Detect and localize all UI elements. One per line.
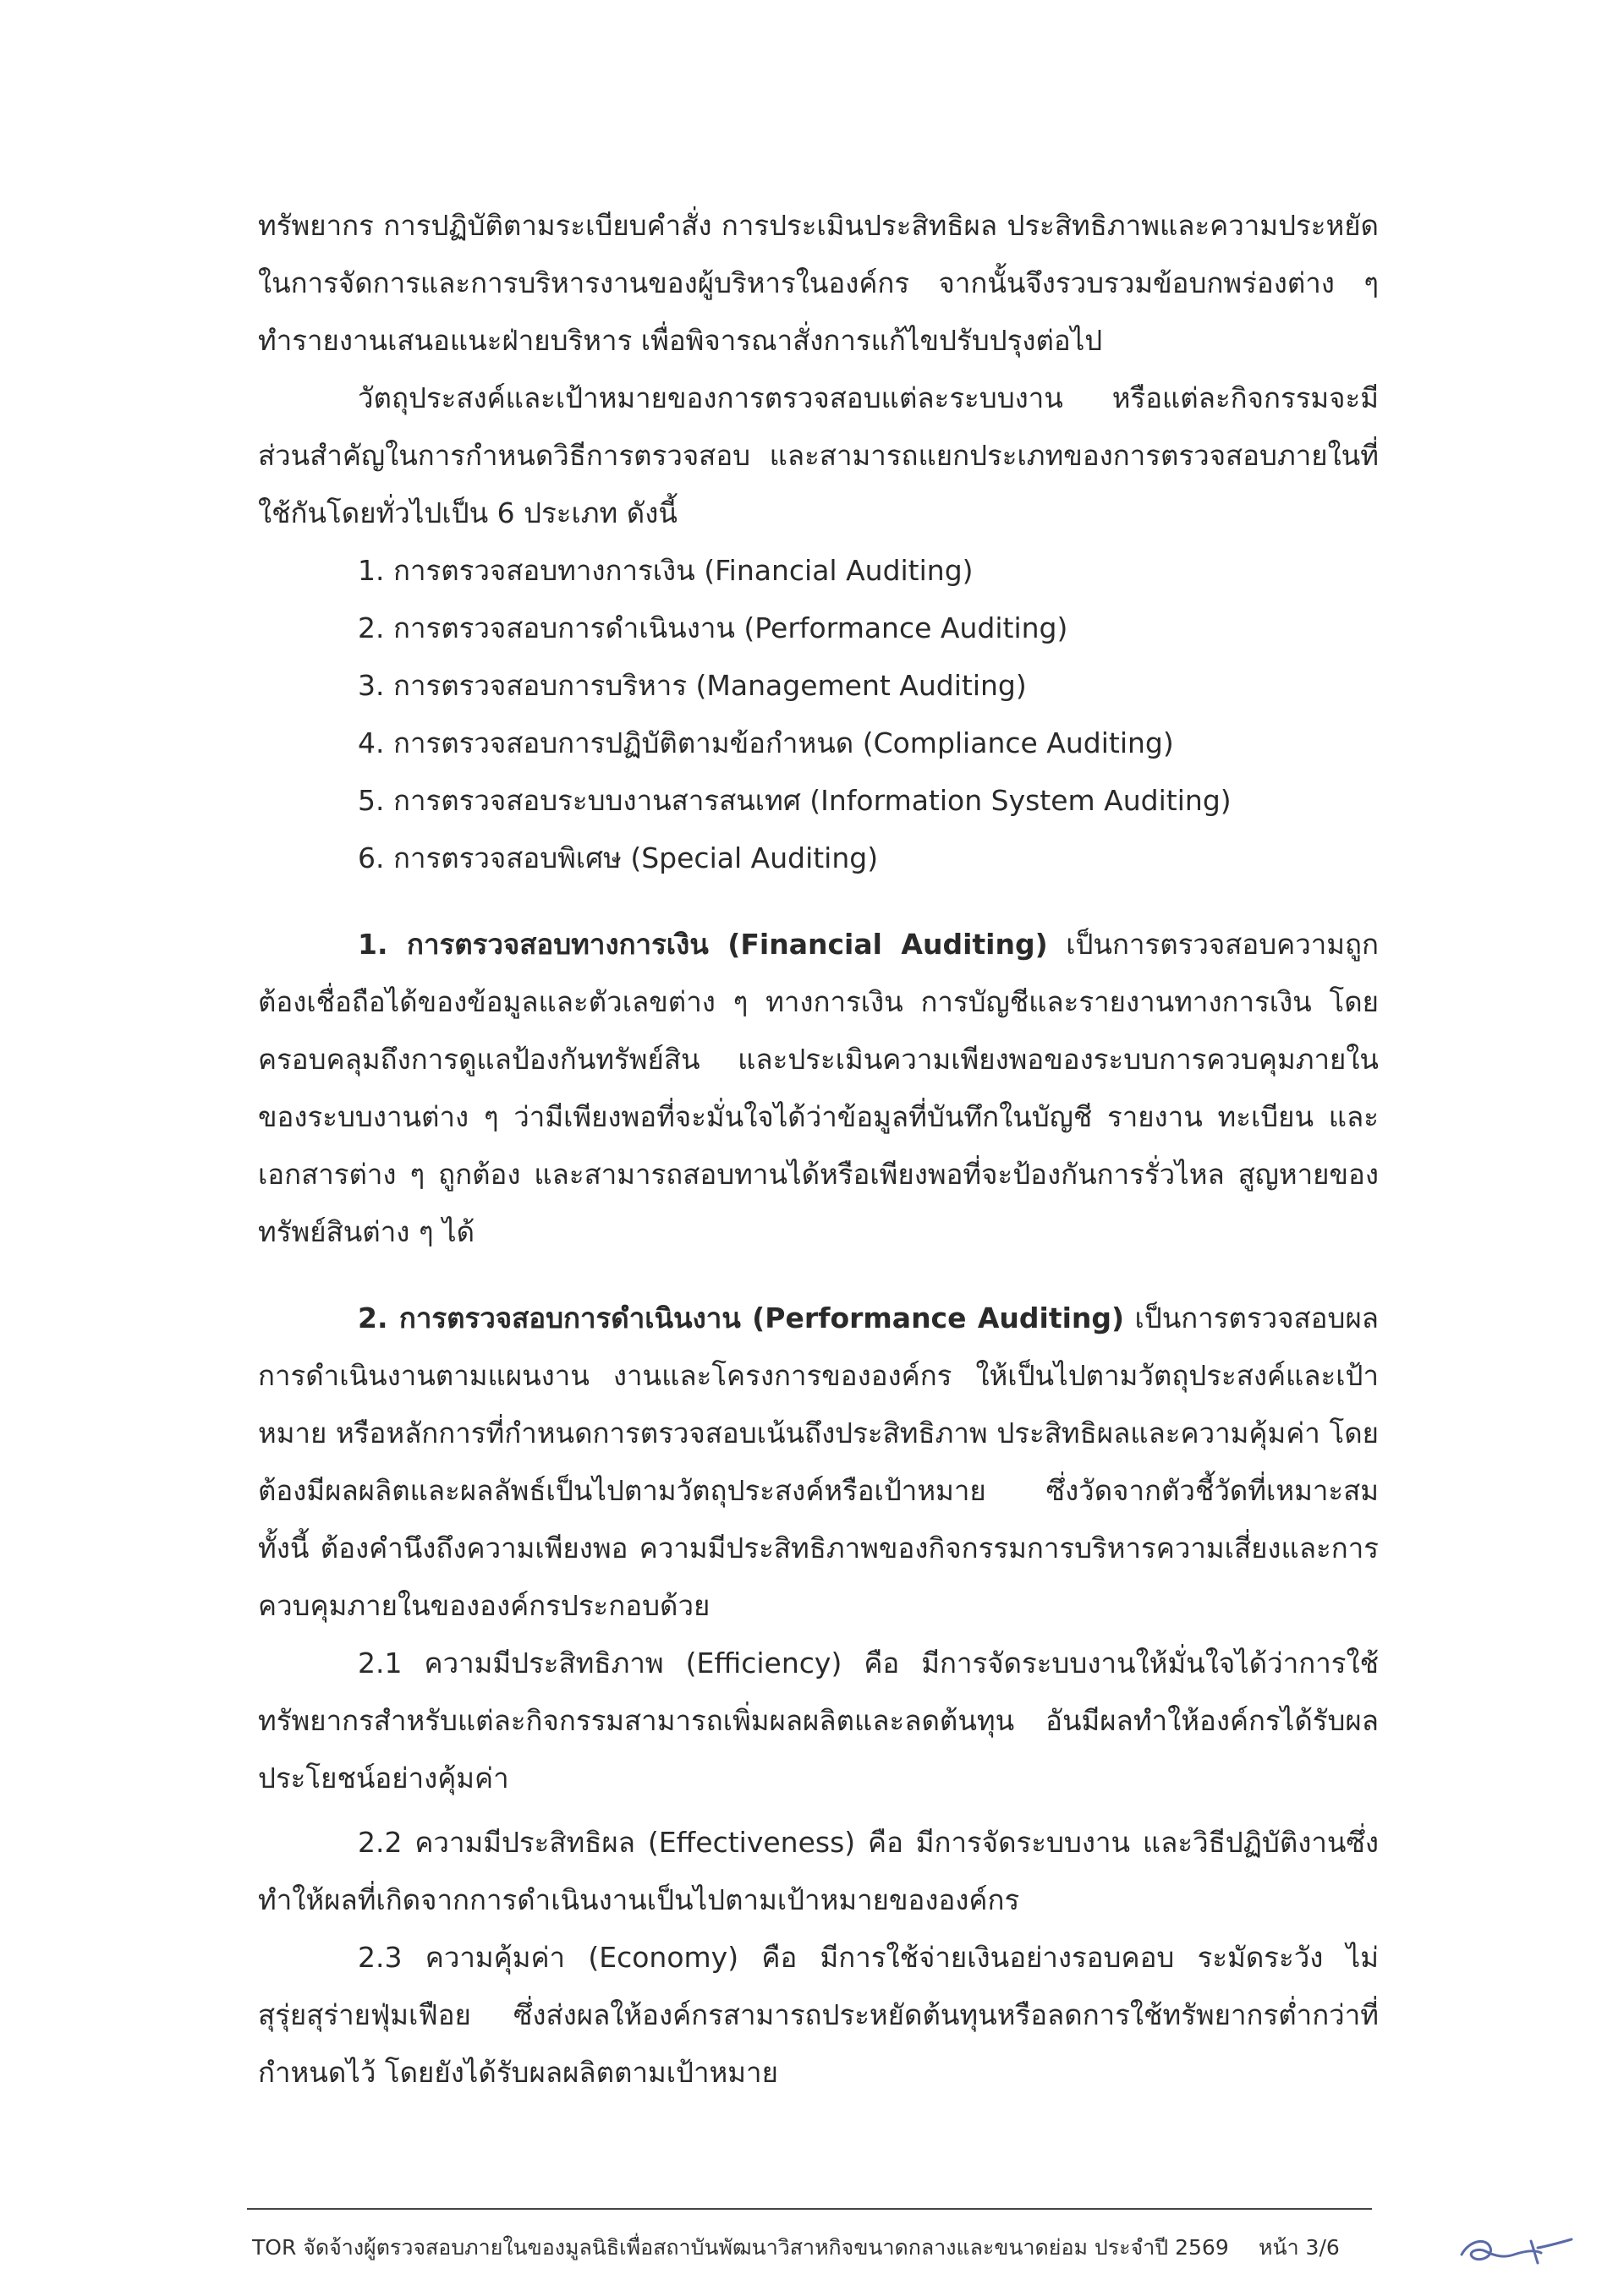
subsection-efficiency: 2.1 ความมีประสิทธิภาพ (Efficiency) คือ มีการจัดระบบงานให้มั่นใจได้ว่าการใช้ทรัพยากรสำหรับแต่ละกิจกรรมสามารถเพิ่มผลผลิตและลดต้นทุน อันมีผลทำให้องค์กรได้รับผลประโยชน์อย่างคุ้มค่า [258, 1647, 1379, 1795]
section-heading: 1. การตรวจสอบทางการเงิน (Financial Auditing) [358, 928, 1048, 961]
section-performance-auditing [258, 1290, 1379, 1635]
document-body [258, 197, 1379, 2101]
list-item: 6. การตรวจสอบพิเศษ (Special Auditing) [358, 841, 879, 874]
page-number: หน้า 3/6 [1259, 2235, 1340, 2260]
list-item: 4. การตรวจสอบการปฏิบัติตามข้อกำหนด (Compliance Auditing) [358, 726, 1174, 759]
intro-paragraph-1: ทรัพยากร การปฏิบัติตามระเบียบคำสั่ง การประเมินประสิทธิผล ประสิทธิภาพและความประหยัดในการจัดการและการบริหารงานของผู้บริหารในองค์กร จากนั้นจึงรวบรวมข้อบกพร่องต่าง ๆ ทำรายงานเสนอแนะฝ่ายบริหาร เพื่อพิจารณาสั่งการแก้ไขปรับปรุงต่อไป [258, 209, 1379, 357]
intro-paragraph-2: วัตถุประสงค์และเป้าหมายของการตรวจสอบแต่ละระบบงาน หรือแต่ละกิจกรรมจะมีส่วนสำคัญในการกำหนดวิธีการตรวจสอบ และสามารถแยกประเภทของการตรวจสอบภายในที่ใช้กันโดยทั่วไปเป็น 6 ประเภท ดังนี้ [258, 381, 1379, 529]
section-body: เป็นการตรวจสอบความถูกต้องเชื่อถือได้ของข้อมูลและตัวเลขต่าง ๆ ทางการเงิน การบัญชีและรายงานทางการเงิน โดยครอบคลุมถึงการดูแลป้องกันทรัพย์สิน และประเมินความเพียงพอของระบบการควบคุมภายในของระบบงานต่าง ๆ ว่ามีเพียงพอที่จะมั่นใจได้ว่าข้อมูลที่บันทึกในบัญชี รายงาน ทะเบียน และเอกสารต่าง ๆ ถูกต้อง และสามารถสอบทานได้หรือเพียงพอที่จะป้องกันการรั่วไหล สูญหายของทรัพย์สินต่าง ๆ ได้ [258, 928, 1380, 1248]
section-financial-auditing [258, 916, 1379, 1261]
list-item: 3. การตรวจสอบการบริหาร (Management Auditing) [358, 669, 1027, 702]
footer-text: TOR จัดจ้างผู้ตรวจสอบภายในของมูลนิธิเพื่อสถาบันพัฒนาวิสาหกิจขนาดกลางและขนาดย่อม ประจำปี 2569 [252, 2235, 1229, 2260]
section-heading: 2. การตรวจสอบการดำเนินงาน (Performance Auditing) [358, 1301, 1125, 1334]
list-item: 5. การตรวจสอบระบบงานสารสนเทศ (Information System Auditing) [358, 784, 1232, 817]
subsection-economy: 2.3 ความคุ้มค่า (Economy) คือ มีการใช้จ่ายเงินอย่างรอบคอบ ระมัดระวัง ไม่สุรุ่ยสุร่ายฟุ่มเฟือย ซึ่งส่งผลให้องค์กรสามารถประหยัดต้นทุนหรือลดการใช้ทรัพยากรต่ำกว่าที่กำหนดไว้ โดยยังได้รับผลผลิตตามเป้าหมาย [258, 1941, 1379, 2089]
audit-types-list [258, 542, 1379, 887]
section-body: เป็นการตรวจสอบผลการดำเนินงานตามแผนงาน งานและโครงการขององค์กร ให้เป็นไปตามวัตถุประสงค์และเป้าหมาย หรือหลักการที่กำหนดการตรวจสอบเน้นถึงประสิทธิภาพ ประสิทธิผลและความคุ้มค่า โดยต้องมีผลผลิตและผลลัพธ์เป็นไปตามวัตถุประสงค์หรือเป้าหมาย ซึ่งวัดจากตัวชี้วัดที่เหมาะสม ทั้งนี้ ต้องคำนึงถึงความเพียงพอ ความมีประสิทธิภาพของกิจกรรมการบริหารความเสี่ยงและการควบคุมภายในขององค์กรประกอบด้วย [258, 1301, 1379, 1622]
list-item: 2. การตรวจสอบการดำเนินงาน (Performance Auditing) [358, 611, 1068, 644]
list-item: 1. การตรวจสอบทางการเงิน (Financial Auditing) [358, 554, 974, 587]
subsection-effectiveness: 2.2 ความมีประสิทธิผล (Effectiveness) คือ มีการจัดระบบงาน และวิธีปฏิบัติงานซึ่งทำให้ผลที่เกิดจากการดำเนินงานเป็นไปตามเป้าหมายขององค์กร [258, 1826, 1379, 1916]
footer-divider [247, 2208, 1372, 2210]
signature-icon [1453, 2214, 1580, 2273]
